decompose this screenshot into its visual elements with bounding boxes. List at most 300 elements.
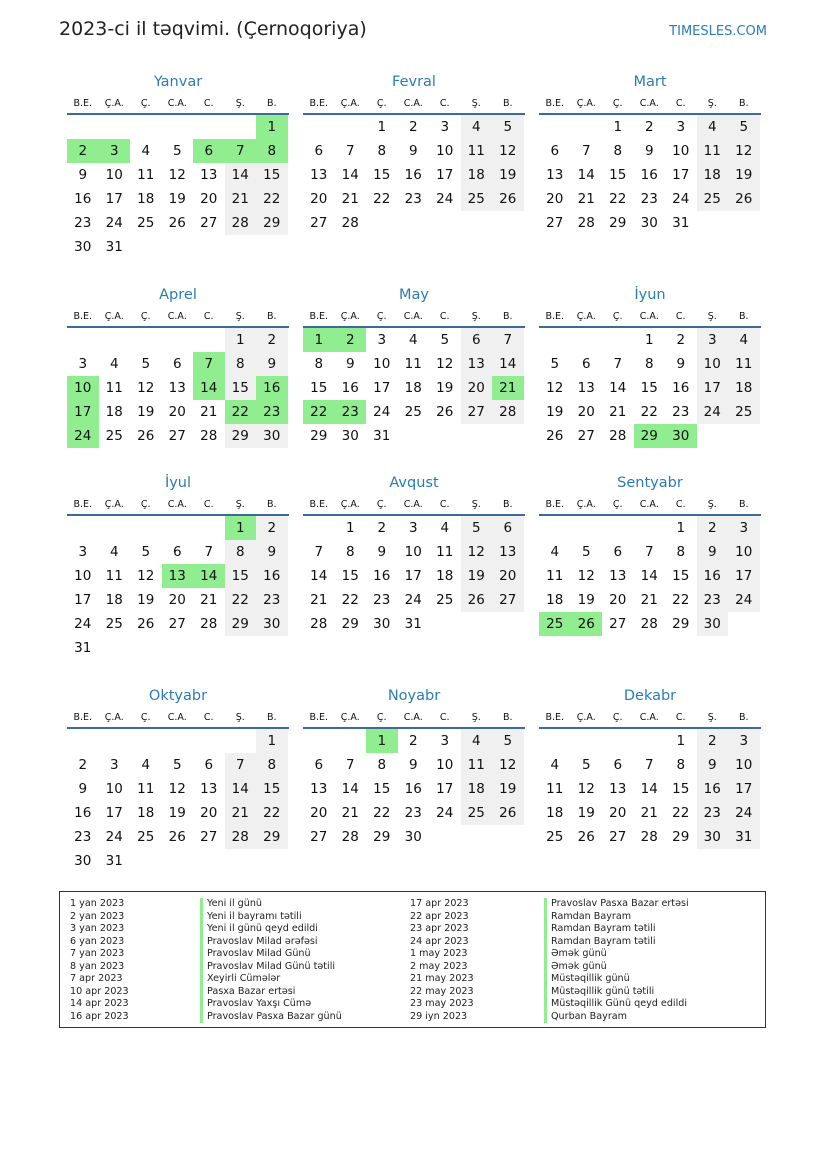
day-cell: 27	[492, 588, 524, 612]
day-cell: 29	[341, 616, 359, 632]
month-10	[67, 686, 289, 873]
day-cell: 12	[168, 781, 186, 797]
empty-cell	[303, 516, 335, 540]
day-cell: 21	[341, 191, 359, 207]
weekday-label: B.E.	[309, 98, 329, 109]
day-cell: 8	[613, 143, 623, 159]
holiday-day-cell: 21	[492, 376, 524, 400]
day-cell: 12	[137, 380, 155, 396]
day-cell: 2	[676, 332, 686, 348]
day-grid	[539, 516, 761, 636]
day-cell: 11	[461, 139, 493, 163]
month-8	[303, 473, 525, 636]
legend-date: 21 may 2023	[410, 973, 474, 984]
day-cell: 5	[492, 729, 524, 753]
day-cell: 25	[728, 400, 760, 424]
day-cell: 16	[341, 380, 359, 396]
day-cell: 23	[404, 805, 422, 821]
empty-cell	[728, 424, 760, 448]
empty-cell	[461, 211, 493, 235]
day-cell: 2	[408, 119, 418, 135]
weekday-label: C.	[675, 98, 686, 109]
day-cell: 24	[105, 215, 123, 231]
day-cell: 19	[461, 564, 493, 588]
day-cell: 20	[609, 592, 627, 608]
weekday-label: Ç.	[612, 98, 623, 109]
day-cell: 23	[74, 215, 92, 231]
day-cell: 29	[256, 211, 288, 235]
weekday-header	[303, 94, 525, 115]
weekday-header	[303, 307, 525, 328]
day-cell: 29	[256, 825, 288, 849]
empty-cell	[492, 424, 524, 448]
day-cell: 20	[200, 805, 218, 821]
legend-date: 14 apr 2023	[70, 998, 129, 1009]
weekday-label: B.E.	[309, 311, 329, 322]
weekday-label: B.E.	[545, 499, 565, 510]
day-cell: 19	[492, 163, 524, 187]
day-cell: 11	[105, 568, 123, 584]
day-cell: 15	[256, 163, 288, 187]
day-cell: 15	[373, 167, 391, 183]
day-cell: 28	[341, 215, 359, 231]
empty-cell	[130, 516, 162, 540]
day-cell: 25	[697, 187, 729, 211]
day-cell: 15	[310, 380, 328, 396]
empty-cell	[539, 516, 571, 540]
weekday-label: B.E.	[309, 712, 329, 723]
month-name: Dekabr	[623, 688, 677, 704]
day-cell: 19	[546, 404, 564, 420]
day-cell: 12	[492, 753, 524, 777]
day-cell: 9	[644, 143, 654, 159]
weekday-label: B.E.	[73, 499, 93, 510]
day-cell: 26	[577, 829, 595, 845]
holiday-day-cell: 2	[335, 328, 367, 352]
month-2	[303, 72, 525, 235]
day-cell: 20	[310, 805, 328, 821]
day-cell: 9	[408, 143, 418, 159]
day-cell: 1	[676, 733, 686, 749]
month-name: Yanvar	[153, 74, 203, 90]
day-cell: 4	[697, 115, 729, 139]
weekday-label: C.	[439, 98, 450, 109]
day-cell: 18	[461, 777, 493, 801]
weekday-header	[539, 495, 761, 516]
day-cell: 30	[256, 612, 288, 636]
empty-cell	[130, 849, 162, 873]
weekday-label: Ç.A.	[340, 311, 360, 322]
empty-cell	[99, 115, 131, 139]
day-cell: 10	[697, 352, 729, 376]
day-cell: 10	[74, 568, 92, 584]
day-grid	[303, 516, 525, 636]
day-cell: 1	[345, 520, 355, 536]
day-cell: 14	[341, 781, 359, 797]
empty-cell	[571, 328, 603, 352]
day-cell: 5	[461, 516, 493, 540]
day-cell: 27	[546, 215, 564, 231]
holiday-day-cell: 22	[303, 400, 335, 424]
weekday-label: Ş.	[235, 712, 245, 723]
day-cell: 21	[200, 592, 218, 608]
day-cell: 8	[644, 356, 654, 372]
legend-left-dates	[70, 898, 129, 1023]
day-grid	[539, 115, 761, 235]
day-cell: 15	[256, 777, 288, 801]
day-cell: 28	[577, 215, 595, 231]
day-cell: 25	[105, 616, 123, 632]
day-cell: 8	[314, 356, 324, 372]
day-cell: 11	[137, 167, 155, 183]
legend-date: 16 apr 2023	[70, 1010, 129, 1022]
weekday-label: C.	[675, 499, 686, 510]
day-cell: 20	[200, 191, 218, 207]
weekday-label: Ç.A.	[340, 499, 360, 510]
site-link[interactable]: TIMESLES.COM	[669, 24, 767, 39]
legend-holiday-name: Ramdan Bayram tətili	[544, 936, 689, 949]
day-cell: 22	[640, 404, 658, 420]
day-cell: 10	[728, 753, 760, 777]
month-name: Mart	[633, 74, 667, 90]
day-cell: 13	[577, 380, 595, 396]
day-cell: 22	[609, 191, 627, 207]
day-cell: 14	[640, 781, 658, 797]
day-cell: 26	[137, 428, 155, 444]
day-cell: 17	[105, 805, 123, 821]
day-cell: 17	[436, 167, 454, 183]
day-cell: 11	[105, 380, 123, 396]
day-cell: 14	[640, 568, 658, 584]
day-cell: 17	[373, 380, 391, 396]
day-cell: 25	[137, 215, 155, 231]
day-cell: 15	[672, 781, 690, 797]
weekday-label: B.E.	[73, 712, 93, 723]
day-cell: 20	[492, 564, 524, 588]
weekday-label: Ç.A.	[576, 499, 596, 510]
day-cell: 17	[728, 777, 760, 801]
day-cell: 17	[436, 781, 454, 797]
weekday-label: C.	[203, 499, 214, 510]
legend-date: 23 apr 2023	[410, 923, 469, 934]
day-cell: 7	[644, 544, 654, 560]
day-cell: 3	[697, 328, 729, 352]
weekday-label: C.A.	[403, 311, 423, 322]
day-cell: 15	[341, 568, 359, 584]
weekday-label: Ç.	[140, 98, 151, 109]
empty-cell	[99, 516, 131, 540]
legend-holiday-name: Müstəqillik Günü qeyd edildi	[544, 998, 689, 1011]
weekday-label: C.A.	[403, 499, 423, 510]
day-cell: 1	[613, 119, 623, 135]
day-cell: 27	[310, 829, 328, 845]
month-name: İyun	[634, 287, 666, 303]
weekday-label: B.E.	[545, 311, 565, 322]
day-cell: 20	[168, 404, 186, 420]
weekday-label: Ç.	[612, 712, 623, 723]
day-cell: 8	[377, 143, 387, 159]
day-cell: 13	[546, 167, 564, 183]
day-cell: 3	[109, 757, 119, 773]
day-cell: 25	[546, 829, 564, 845]
day-cell: 23	[697, 588, 729, 612]
weekday-label: Ç.	[376, 499, 387, 510]
empty-cell	[429, 424, 461, 448]
empty-cell	[697, 424, 729, 448]
holiday-day-cell: 7	[225, 139, 257, 163]
weekday-label: C.A.	[403, 98, 423, 109]
weekday-label: B.E.	[309, 499, 329, 510]
day-cell: 19	[492, 777, 524, 801]
weekday-label: C.A.	[167, 311, 187, 322]
weekday-label: Ç.	[376, 712, 387, 723]
day-cell: 11	[436, 544, 454, 560]
legend-holiday-name: Ramdan Bayram	[544, 911, 689, 924]
day-cell: 25	[461, 801, 493, 825]
day-cell: 14	[577, 167, 595, 183]
weekday-label: C.A.	[403, 712, 423, 723]
day-cell: 20	[546, 191, 564, 207]
day-cell: 17	[672, 167, 690, 183]
day-cell: 8	[345, 544, 355, 560]
weekday-label: Ş.	[707, 98, 717, 109]
weekday-label: Ç.A.	[104, 499, 124, 510]
day-cell: 1	[644, 332, 654, 348]
legend-date: 6 yan 2023	[70, 935, 125, 947]
day-cell: 28	[225, 211, 257, 235]
day-cell: 29	[672, 829, 690, 845]
legend-holiday-name: Pravoslav Pasxa Bazar ertəsi	[544, 898, 689, 911]
holiday-day-cell: 23	[335, 400, 367, 424]
empty-cell	[602, 516, 634, 540]
day-cell: 7	[345, 143, 355, 159]
day-cell: 26	[137, 616, 155, 632]
day-cell: 4	[109, 356, 119, 372]
day-cell: 22	[256, 187, 288, 211]
legend-date: 1 may 2023	[410, 948, 468, 959]
empty-cell	[634, 729, 666, 753]
empty-cell	[67, 729, 99, 753]
empty-cell	[492, 825, 524, 849]
weekday-label: Ş.	[471, 712, 481, 723]
day-cell: 6	[492, 516, 524, 540]
day-cell: 30	[404, 829, 422, 845]
legend-date: 7 yan 2023	[70, 948, 125, 959]
day-cell: 17	[404, 568, 422, 584]
day-cell: 17	[105, 191, 123, 207]
weekday-label: Ç.	[376, 98, 387, 109]
legend-holiday-name: Əmək günü	[544, 948, 689, 961]
empty-cell	[571, 115, 603, 139]
holiday-day-cell: 6	[193, 139, 225, 163]
empty-cell	[728, 211, 760, 235]
month-6	[539, 285, 761, 448]
weekday-label: B.	[738, 499, 749, 510]
weekday-label: C.	[439, 311, 450, 322]
day-cell: 19	[137, 404, 155, 420]
holiday-day-cell: 8	[256, 139, 288, 163]
day-cell: 3	[440, 733, 450, 749]
day-cell: 21	[225, 801, 257, 825]
day-cell: 19	[436, 380, 454, 396]
weekday-label: B.E.	[73, 311, 93, 322]
day-cell: 20	[609, 805, 627, 821]
day-grid	[67, 729, 289, 873]
day-grid	[539, 729, 761, 849]
month-name: Fevral	[392, 74, 436, 90]
weekday-label: Ş.	[235, 311, 245, 322]
day-cell: 7	[314, 544, 324, 560]
day-cell: 14	[341, 167, 359, 183]
day-cell: 22	[672, 805, 690, 821]
weekday-label: B.	[266, 712, 277, 723]
day-cell: 3	[728, 729, 760, 753]
day-cell: 9	[345, 356, 355, 372]
day-cell: 20	[577, 404, 595, 420]
legend-left-names	[200, 898, 342, 1023]
legend-holiday-name: Pravoslav Milad Günü	[200, 948, 342, 961]
holiday-day-cell: 1	[256, 115, 288, 139]
day-cell: 8	[676, 757, 686, 773]
day-cell: 9	[697, 540, 729, 564]
day-cell: 3	[78, 544, 88, 560]
day-cell: 26	[546, 428, 564, 444]
day-cell: 3	[676, 119, 686, 135]
empty-cell	[335, 115, 367, 139]
day-cell: 24	[436, 805, 454, 821]
day-cell: 4	[440, 520, 450, 536]
day-cell: 1	[256, 729, 288, 753]
day-cell: 7	[204, 544, 214, 560]
day-cell: 20	[461, 376, 493, 400]
day-cell: 15	[640, 380, 658, 396]
day-cell: 5	[492, 115, 524, 139]
weekday-label: Ş.	[235, 98, 245, 109]
empty-cell	[256, 636, 288, 660]
day-cell: 9	[78, 167, 88, 183]
day-cell: 24	[373, 404, 391, 420]
weekday-label: C.	[203, 311, 214, 322]
month-5	[303, 285, 525, 448]
weekday-label: B.E.	[73, 98, 93, 109]
day-cell: 23	[640, 191, 658, 207]
legend-holiday-name: Pravoslav Pasxa Bazar günü	[200, 1011, 342, 1024]
day-cell: 6	[613, 544, 623, 560]
weekday-label: C.	[675, 311, 686, 322]
day-cell: 8	[256, 753, 288, 777]
weekday-label: B.	[738, 98, 749, 109]
empty-cell	[634, 516, 666, 540]
day-cell: 16	[404, 781, 422, 797]
day-cell: 19	[168, 191, 186, 207]
weekday-label: Ç.A.	[576, 98, 596, 109]
day-cell: 2	[697, 729, 729, 753]
day-cell: 27	[609, 829, 627, 845]
day-cell: 31	[74, 640, 92, 656]
day-grid	[303, 729, 525, 849]
empty-cell	[398, 211, 430, 235]
day-cell: 23	[74, 829, 92, 845]
day-cell: 29	[609, 215, 627, 231]
weekday-label: C.	[675, 712, 686, 723]
day-cell: 21	[341, 805, 359, 821]
legend-date: 10 apr 2023	[70, 985, 129, 997]
holiday-day-cell: 14	[193, 376, 225, 400]
day-cell: 18	[546, 592, 564, 608]
day-cell: 27	[461, 400, 493, 424]
day-cell: 18	[546, 805, 564, 821]
day-cell: 5	[141, 544, 151, 560]
day-cell: 5	[440, 332, 450, 348]
month-name: Noyabr	[387, 688, 441, 704]
holiday-day-cell: 13	[162, 564, 194, 588]
weekday-header	[67, 94, 289, 115]
weekday-header	[539, 94, 761, 115]
weekday-label: C.	[439, 499, 450, 510]
day-cell: 23	[256, 588, 288, 612]
day-cell: 2	[78, 757, 88, 773]
day-cell: 12	[461, 540, 493, 564]
empty-cell	[461, 825, 493, 849]
empty-cell	[225, 115, 257, 139]
day-grid	[67, 115, 289, 259]
day-cell: 22	[373, 191, 391, 207]
day-cell: 3	[408, 520, 418, 536]
month-4	[67, 285, 289, 448]
month-11	[303, 686, 525, 849]
day-cell: 23	[672, 404, 690, 420]
day-cell: 28	[225, 825, 257, 849]
day-cell: 16	[256, 564, 288, 588]
day-cell: 7	[644, 757, 654, 773]
weekday-label: Ç.	[612, 499, 623, 510]
day-cell: 15	[672, 568, 690, 584]
weekday-label: Ç.	[140, 712, 151, 723]
empty-cell	[398, 424, 430, 448]
day-cell: 10	[404, 544, 422, 560]
day-cell: 25	[461, 187, 493, 211]
day-cell: 14	[225, 163, 257, 187]
legend-date: 2 may 2023	[410, 960, 468, 972]
legend-date: 22 apr 2023	[410, 910, 469, 922]
day-cell: 19	[168, 805, 186, 821]
day-cell: 23	[373, 592, 391, 608]
legend-holiday-name: Qurban Bayram	[544, 1011, 689, 1024]
weekday-label: B.	[738, 712, 749, 723]
weekday-header	[67, 495, 289, 516]
holiday-day-cell: 29	[634, 424, 666, 448]
month-name: Aprel	[159, 287, 197, 303]
month-name: Oktyabr	[148, 688, 208, 704]
empty-cell	[602, 729, 634, 753]
weekday-label: Ş.	[707, 499, 717, 510]
weekday-label: B.	[266, 499, 277, 510]
legend-holiday-name: Pravoslav Milad ərəfəsi	[200, 936, 342, 949]
day-cell: 13	[461, 352, 493, 376]
day-cell: 18	[137, 191, 155, 207]
weekday-label: Ç.	[612, 311, 623, 322]
day-cell: 12	[137, 568, 155, 584]
weekday-label: B.E.	[545, 712, 565, 723]
day-cell: 30	[74, 239, 92, 255]
holiday-day-cell: 30	[665, 424, 697, 448]
day-cell: 27	[168, 616, 186, 632]
weekday-label: B.	[502, 499, 513, 510]
day-cell: 28	[640, 616, 658, 632]
weekday-header	[67, 708, 289, 729]
empty-cell	[256, 235, 288, 259]
weekday-header	[67, 307, 289, 328]
